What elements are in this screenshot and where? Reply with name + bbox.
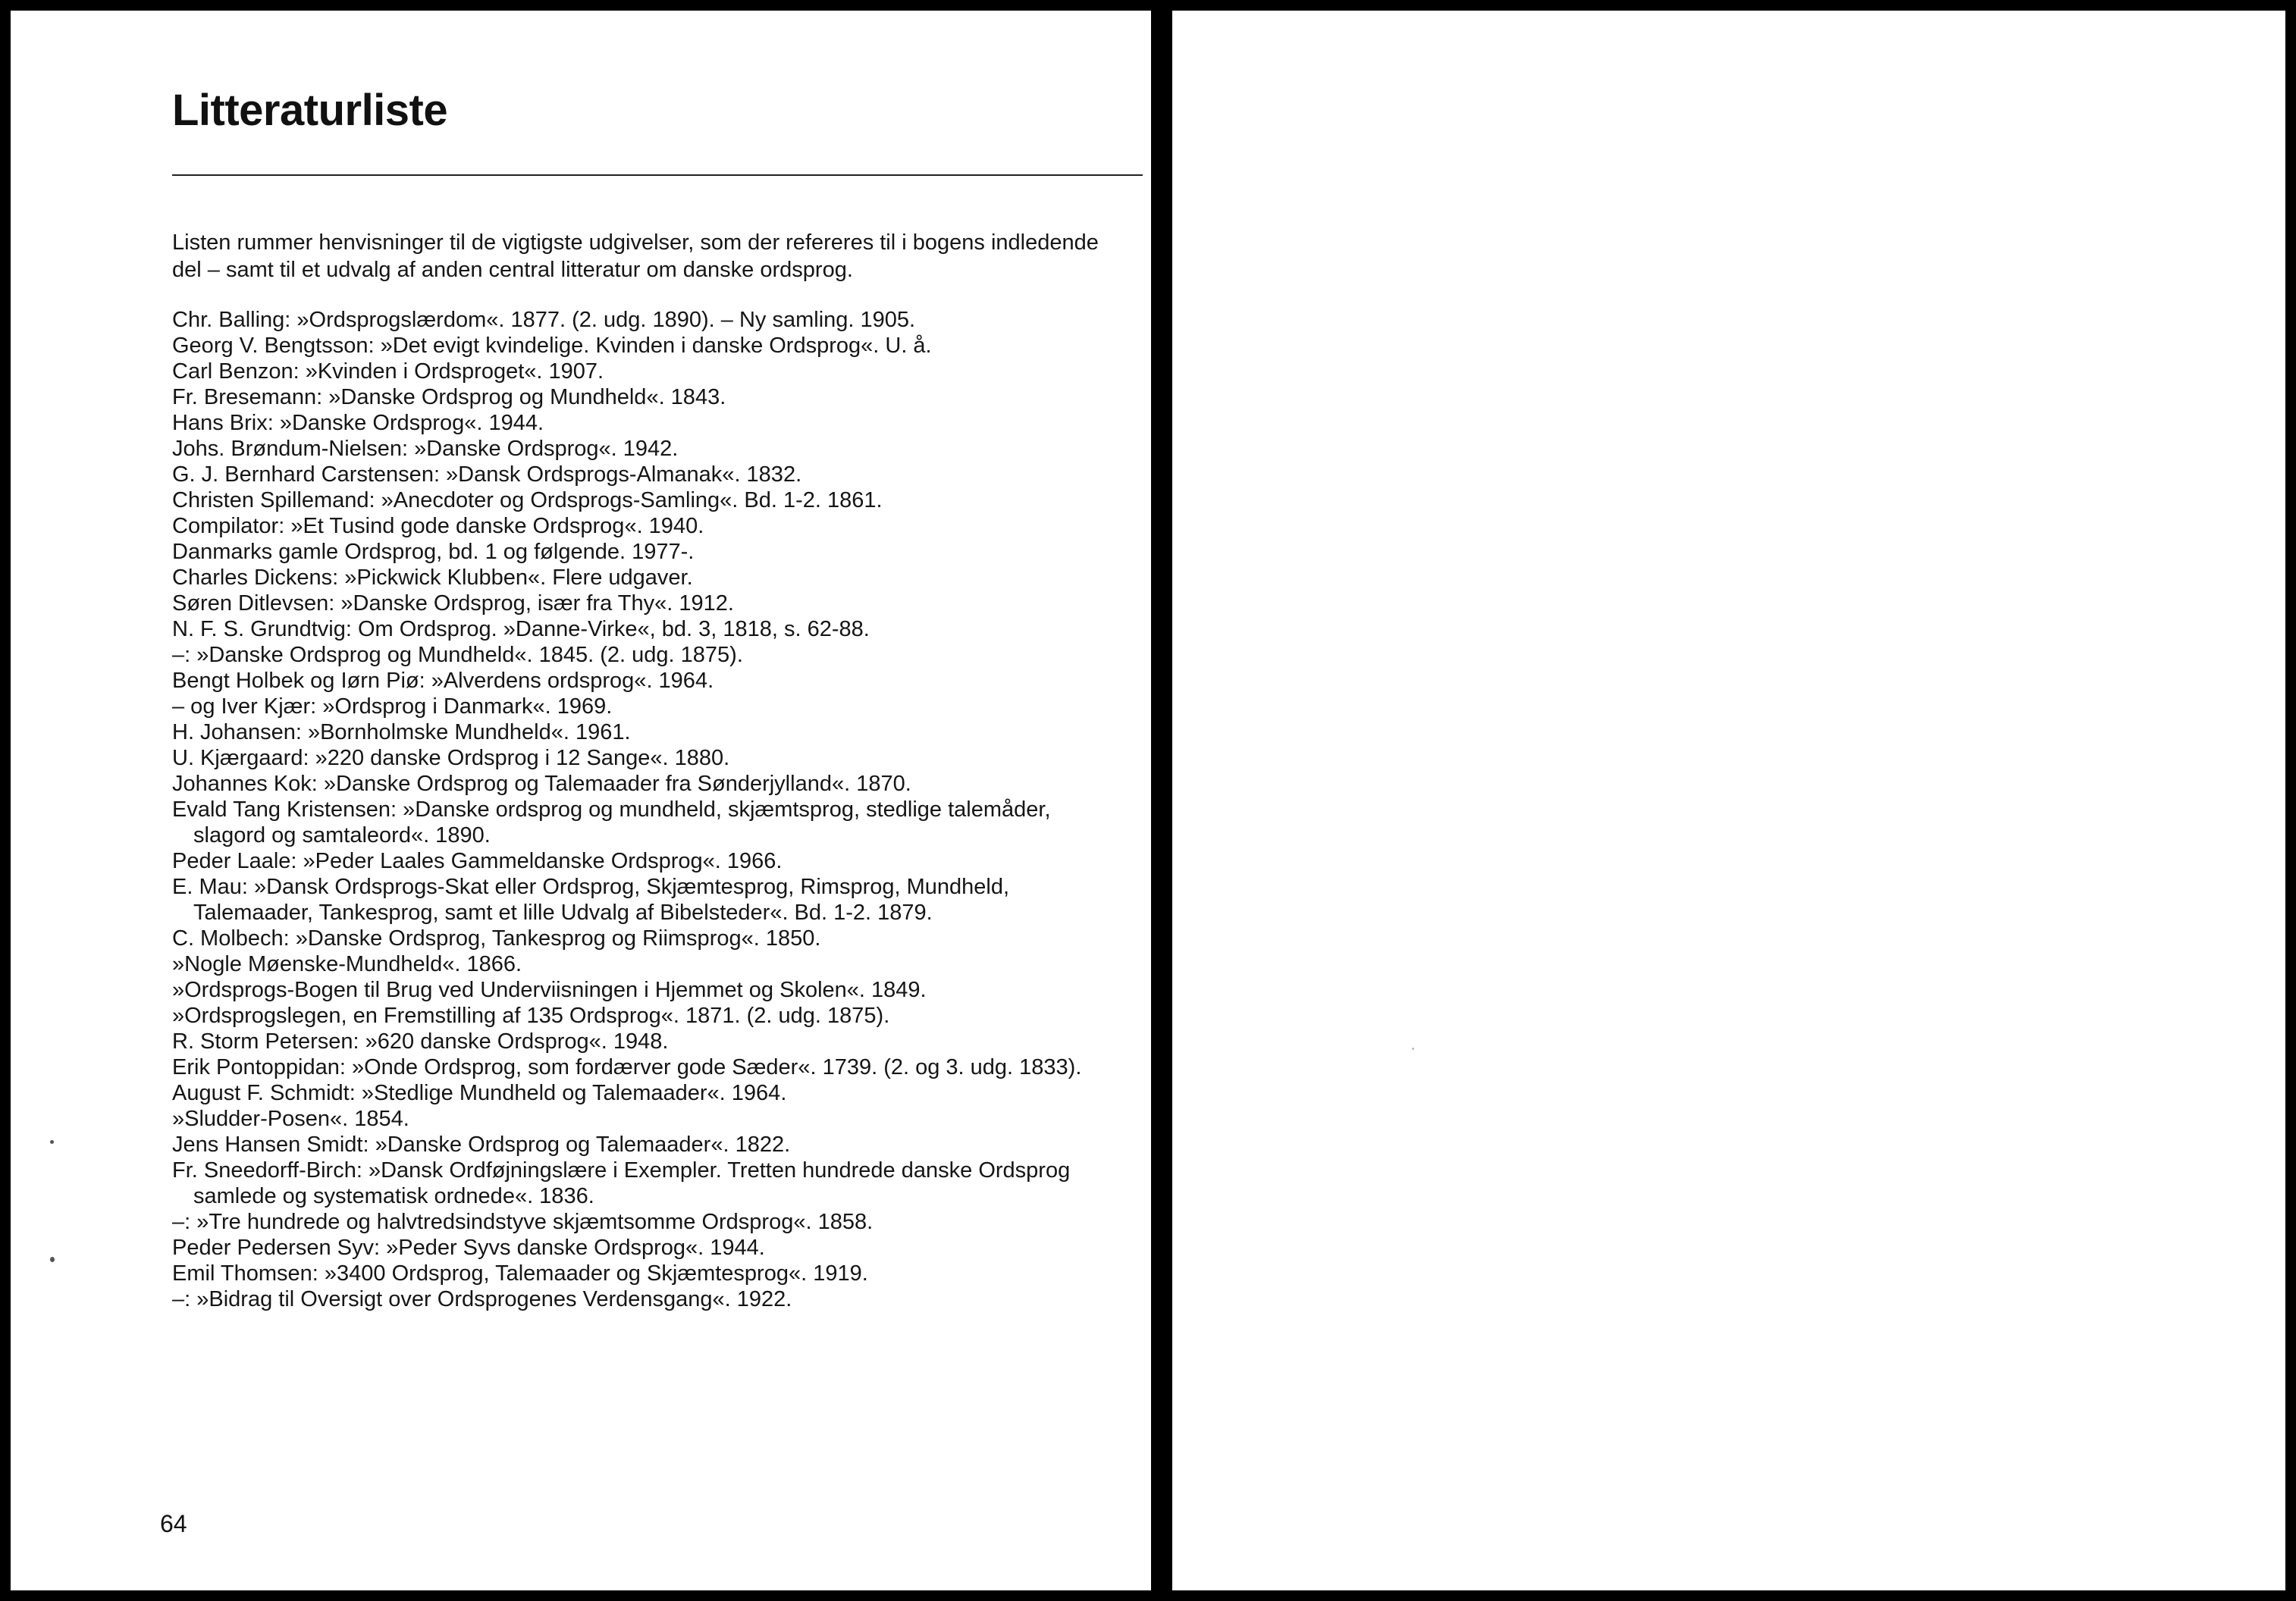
bibliography-entry: E. Mau: »Dansk Ordsprogs-Skat eller Ordsprog, Skjæmtesprog, Rimsprog, Mundheld, Talemaader, Tankesprog, samt et lille Udvalg af Bibelsteder«. Bd. 1-2. 1879. — [172, 875, 1010, 925]
bibliography-entry: Jens Hansen Smidt: »Danske Ordsprog og Talemaader«. 1822. — [172, 1133, 791, 1157]
bibliography-entry: »Ordsprogslegen, en Fremstilling af 135 Ordsprog«. 1871. (2. udg. 1875). — [172, 1004, 890, 1028]
bibliography-entry: August F. Schmidt: »Stedlige Mundheld og Talemaader«. 1964. — [172, 1081, 787, 1105]
bibliography-entry: G. J. Bernhard Carstensen: »Dansk Ordsprogs-Almanak«. 1832. — [172, 462, 802, 487]
page-number: 64 — [160, 1510, 187, 1537]
bibliography-entry: Peder Laale: »Peder Laales Gammeldanske Ordsprog«. 1966. — [172, 849, 783, 873]
bibliography-entry: Peder Pedersen Syv: »Peder Syvs danske Ordsprog«. 1944. — [172, 1236, 765, 1260]
scan-speck — [50, 1140, 54, 1144]
bibliography-entry: »Sludder-Posen«. 1854. — [172, 1107, 409, 1131]
bibliography-entry: Fr. Bresemann: »Danske Ordsprog og Mundheld«. 1843. — [172, 385, 726, 409]
left-page — [11, 11, 1151, 1590]
scan-speck — [50, 1257, 55, 1262]
bibliography-entry: Carl Benzon: »Kvinden i Ordsproget«. 1907. — [172, 359, 604, 384]
bibliography-entry: U. Kjærgaard: »220 danske Ordsprog i 12 Sange«. 1880. — [172, 746, 730, 770]
bibliography-entry: Compilator: »Et Tusind gode danske Ordsprog«. 1940. — [172, 514, 704, 538]
bibliography-entry: –: »Tre hundrede og halvtredsindstyve skjæmtsomme Ordsprog«. 1858. — [172, 1210, 874, 1234]
bibliography-entry: Georg V. Bengtsson: »Det evigt kvindelige. Kvinden i danske Ordsprog«. U. å. — [172, 334, 932, 358]
bibliography-entry: »Nogle Møenske-Mundheld«. 1866. — [172, 952, 522, 976]
page-title: Litteraturliste — [172, 86, 448, 135]
right-page — [1172, 11, 2285, 1590]
bibliography-entry: Johs. Brøndum-Nielsen: »Danske Ordsprog«. 1942. — [172, 437, 679, 461]
scan-speck — [1412, 1048, 1414, 1050]
bibliography-entry: N. F. S. Grundtvig: Om Ordsprog. »Danne-Virke«, bd. 3, 1818, s. 62-88. — [172, 617, 870, 641]
bibliography-entry: Evald Tang Kristensen: »Danske ordsprog og mundheld, skjæmtsprog, stedlige talemåder, slagord og samtaleord«. 1890. — [172, 797, 1051, 847]
bibliography-entry: Chr. Balling: »Ordsprogslærdom«. 1877. (2. udg. 1890). – Ny samling. 1905. — [172, 308, 916, 332]
bibliography-entry: R. Storm Petersen: »620 danske Ordsprog«. 1948. — [172, 1029, 669, 1054]
title-divider — [172, 174, 1143, 176]
bibliography-entry: Johannes Kok: »Danske Ordsprog og Talemaader fra Sønderjylland«. 1870. — [172, 772, 911, 796]
bibliography-entry: Fr. Sneedorff-Birch: »Dansk Ordføjningslære i Exempler. Tretten hundrede danske Ordsprog samlede og systematisk ordnede«. 1836. — [172, 1158, 1071, 1208]
bibliography-list — [172, 307, 1099, 1312]
bibliography-entry: »Ordsprogs-Bogen til Brug ved Underviisningen i Hjemmet og Skolen«. 1849. — [172, 978, 927, 1002]
bibliography-entry: Hans Brix: »Danske Ordsprog«. 1944. — [172, 411, 544, 435]
bibliography-entry: C. Molbech: »Danske Ordsprog, Tankesprog og Riimsprog«. 1850. — [172, 926, 821, 951]
bibliography-entry: Søren Ditlevsen: »Danske Ordsprog, især fra Thy«. 1912. — [172, 591, 734, 616]
bibliography-entry: Emil Thomsen: »3400 Ordsprog, Talemaader og Skjæmtesprog«. 1919. — [172, 1261, 868, 1286]
bibliography-entry: Charles Dickens: »Pickwick Klubben«. Flere udgaver. — [172, 566, 693, 590]
bibliography-entry: –: »Bidrag til Oversigt over Ordsprogenes Verdensgang«. 1922. — [172, 1287, 792, 1311]
bibliography-entry: Erik Pontoppidan: »Onde Ordsprog, som fordærver gode Sæder«. 1739. (2. og 3. udg. 1833). — [172, 1055, 1082, 1079]
bibliography-entry: Danmarks gamle Ordsprog, bd. 1 og følgende. 1977-. — [172, 540, 695, 564]
bibliography-entry: –: »Danske Ordsprog og Mundheld«. 1845. (2. udg. 1875). — [172, 643, 743, 667]
bibliography-entry: H. Johansen: »Bornholmske Mundheld«. 1961. — [172, 720, 631, 744]
bibliography-entry: – og Iver Kjær: »Ordsprog i Danmark«. 1969. — [172, 694, 613, 719]
bibliography-entry: Bengt Holbek og Iørn Piø: »Alverdens ordsprog«. 1964. — [172, 669, 714, 693]
bibliography-entry: Christen Spillemand: »Anecdoter og Ordsprogs-Samling«. Bd. 1-2. 1861. — [172, 488, 883, 512]
intro-paragraph: Listen rummer henvisninger til de vigtigste udgivelser, som der refereres til i bogens indledende del – samt til et udvalg af anden central litteratur om danske ordsprog. — [172, 230, 1099, 282]
